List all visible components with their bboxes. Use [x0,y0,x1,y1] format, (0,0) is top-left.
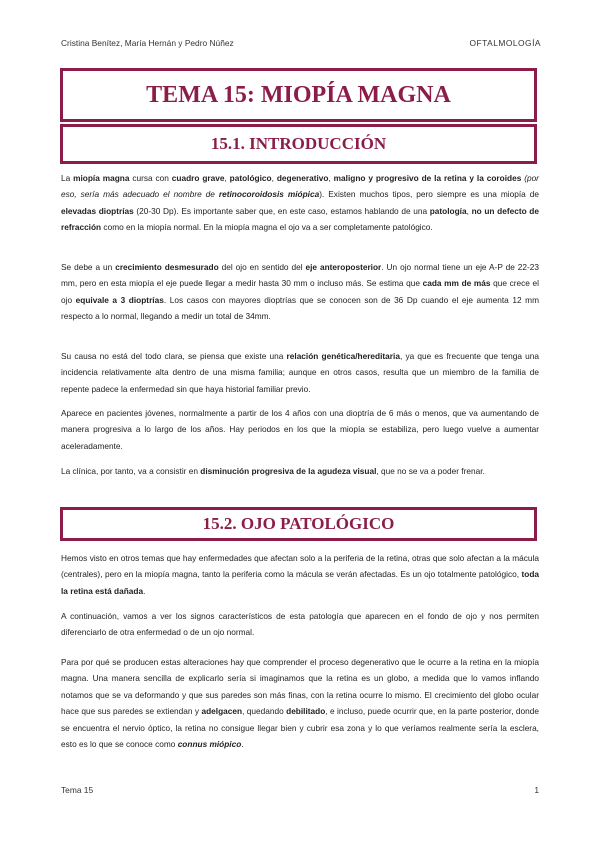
page-number: 1 [534,785,539,795]
paragraph: Hemos visto en otros temas que hay enfermedades que afectan solo a la periferia de la retina, otras que solo afectan a la mácula (centrales), pero en la miopía magna, tanto la periferia como la mácula se verán afectadas. Es un ojo totalmente patológico, toda la retina está dañada. [61,553,539,596]
header-subject: OFTALMOLOGÍA [469,38,541,48]
paragraph: Su causa no está del todo clara, se piensa que existe una relación genética/hereditaria, ya que es frecuente que tenga una incidencia relativamente alta dentro de una misma familia; aunque en otros casos, resulta que un miembro de la familia de repente padece la enfermedad sin que haya historial familiar previo. [61,351,539,394]
paragraph: Se debe a un crecimiento desmesurado del ojo en sentido del eje anteroposterior. Un ojo normal tiene un eje A-P de 22-23 mm, pero en esta miopía el eje puede llegar a medir hasta 30 mm o incluso más. Se estima que cada mm de más que crece el ojo equivale a 3 dioptrías. Los casos con mayores dioptrías que se conocen son de 36 Dp cuando el eje aumenta 12 mm respecto a lo normal, llegando a medir un total de 34mm. [61,262,540,322]
paragraph: A continuación, vamos a ver los signos característicos de esta patología que aparecen en el fondo de ojo y nos permiten diferenciarlo de otra enfermedad o de un ojo normal. [61,611,539,638]
paragraph: Para por qué se producen estas alteraciones hay que comprender el proceso degenerativo que le ocurre a la retina en la miopía magna. Una manera sencilla de explicarlo sería si imaginamos que la retina es un globo, a medida que lo vamos inflando notamos que se va deformando y que sus paredes son más finas, con la retina ocurre lo mismo. El crecimiento del globo ocular hace que sus paredes se extiendan y adelgacen, quedando debilitado, e incluso, puede ocurrir que, en la parte posterior, donde se encuentra el nervio óptico, la retina no consigue llegar bien y cubrir esa zona y lo que veríamos realmente sería la esclera, esto es lo que se conoce como connus miópico. [61,657,539,750]
header-authors: Cristina Benítez, María Hernán y Pedro Núñez [61,38,234,48]
footer-label: Tema 15 [61,785,94,795]
paragraph: La miopía magna cursa con cuadro grave, patológico, degenerativo, maligno y progresivo de la retina y la coroides (por eso, sería más adecuado el nombre de retinocoroidosis miópica). Existen muchos tipos, pero siempre es una miopía de elevadas dioptrías (20-30 Dp). Es importante saber que, en este caso, estamos hablando de una patología, no un defecto de refracción como en la miopía normal. En la miopía magna el ojo va a ser completamente patológico. [61,173,539,233]
paragraph: La clínica, por tanto, va a consistir en disminución progresiva de la agudeza visual, que no se va a poder frenar. [61,466,485,476]
section-heading-introduccion: 15.1. INTRODUCCIÓN [60,124,537,164]
section-heading-ojo-patologico: 15.2. OJO PATOLÓGICO [60,507,537,541]
page-title: TEMA 15: MIOPÍA MAGNA [60,68,537,122]
paragraph: Aparece en pacientes jóvenes, normalmente a partir de los 4 años con una dioptría de 6 más o menos, que va aumentando de manera progresiva a lo largo de los años. Hay periodos en los que la miopía se estabiliza, pero luego vuelve a aumentar aceleradamente. [61,408,539,451]
